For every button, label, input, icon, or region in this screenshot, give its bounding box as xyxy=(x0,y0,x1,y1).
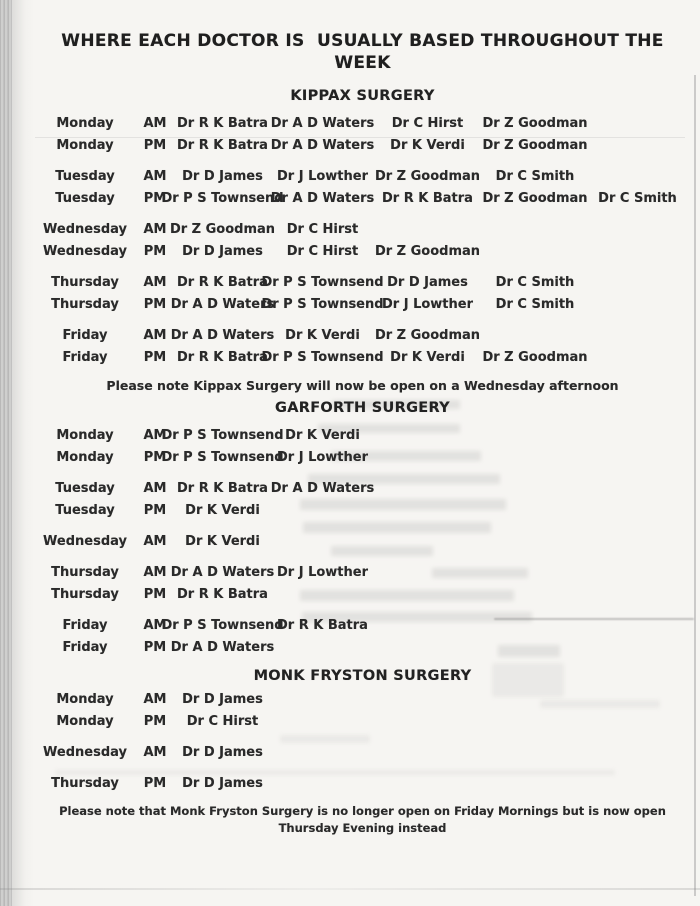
schedule-row xyxy=(35,741,690,763)
schedule-cell-session: AM xyxy=(143,744,167,760)
schedule-cell-session: PM xyxy=(143,243,167,259)
scan-line xyxy=(694,75,696,896)
schedule-cell-doctor: Dr R K Batra xyxy=(177,115,268,131)
schedule-cell-session: AM xyxy=(143,617,167,633)
schedule-cell-doctor: Dr C Smith xyxy=(495,168,575,184)
schedule-cell-session: AM xyxy=(143,168,167,184)
schedule-cell-doctor: Dr A D Waters xyxy=(170,296,275,312)
schedule-cell-doctor: Dr R K Batra xyxy=(277,617,368,633)
schedule-cell-day: Friday xyxy=(62,327,108,343)
schedule-row xyxy=(35,240,690,262)
schedule-cell-doctor: Dr D James xyxy=(182,744,263,760)
schedule-cell-day: Tuesday xyxy=(55,480,115,496)
schedule-row xyxy=(35,614,690,636)
schedule-cell-doctor: Dr J Lowther xyxy=(276,168,368,184)
footer-note: Please note that Monk Fryston Surgery is no longer open on Friday Mornings but is now open Thursday Evening instead xyxy=(59,804,666,835)
day-group xyxy=(35,424,690,468)
day-group xyxy=(35,218,690,262)
schedule-cell-doctor: Dr C Hirst xyxy=(286,221,359,237)
schedule-cell-doctor: Dr Z Goodman xyxy=(374,168,481,184)
schedule-cell-day: Thursday xyxy=(51,564,119,580)
schedule-row xyxy=(35,346,690,368)
schedule-cell-day: Thursday xyxy=(51,775,119,791)
day-group xyxy=(35,614,690,658)
schedule-cell-day: Monday xyxy=(56,713,114,729)
schedule-cell-day: Friday xyxy=(62,639,108,655)
schedule-cell-doctor: Dr A D Waters xyxy=(270,115,375,131)
schedule-cell-doctor: Dr A D Waters xyxy=(270,190,375,206)
schedule-cell-doctor: Dr C Smith xyxy=(598,190,677,206)
schedule-cell-doctor: Dr C Smith xyxy=(495,296,575,312)
schedule-cell-session: AM xyxy=(143,221,167,237)
schedule-cell-day: Monday xyxy=(56,115,114,131)
schedule-row xyxy=(35,688,690,710)
day-group xyxy=(35,271,690,315)
schedule-cell-session: AM xyxy=(143,691,167,707)
section-heading-garforth: GARFORTH SURGERY xyxy=(275,400,450,416)
schedule-row xyxy=(35,499,690,521)
schedule-cell-session: PM xyxy=(143,137,167,153)
schedule-cell-doctor: Dr P S Townsend xyxy=(161,449,284,465)
schedule-cell-doctor: Dr K Verdi xyxy=(390,137,465,153)
schedule-cell-doctor: Dr C Hirst xyxy=(391,115,464,131)
schedule-cell-day: Monday xyxy=(56,449,114,465)
schedule-cell-session: PM xyxy=(143,296,167,312)
schedule-cell-doctor: Dr D James xyxy=(182,243,263,259)
kippax-note: Please note Kippax Surgery will now be open on a Wednesday afternoon xyxy=(106,378,619,393)
schedule-cell-doctor: Dr J Lowther xyxy=(276,564,368,580)
section-garforth xyxy=(35,399,690,658)
schedule-cell-session: PM xyxy=(143,713,167,729)
schedule-row xyxy=(35,636,690,658)
schedule-cell-day: Tuesday xyxy=(55,502,115,518)
schedule-cell-doctor: Dr P S Townsend xyxy=(161,190,284,206)
schedule-cell-doctor: Dr R K Batra xyxy=(382,190,473,206)
schedule-cell-doctor: Dr K Verdi xyxy=(185,533,260,549)
schedule-cell-doctor: Dr Z Goodman xyxy=(482,349,588,365)
schedule-cell-doctor: Dr D James xyxy=(182,168,263,184)
schedule-cell-day: Wednesday xyxy=(43,221,127,237)
schedule-row xyxy=(35,112,690,134)
schedule-cell-doctor: Dr R K Batra xyxy=(177,349,268,365)
schedule-cell-doctor: Dr C Smith xyxy=(495,274,575,290)
schedule-row xyxy=(35,561,690,583)
schedule-cell-day: Monday xyxy=(56,427,114,443)
schedule-row xyxy=(35,583,690,605)
schedule-cell-doctor: Dr Z Goodman xyxy=(482,115,588,131)
schedule-cell-doctor: Dr A D Waters xyxy=(270,137,375,153)
schedule-cell-doctor: Dr D James xyxy=(182,775,263,791)
schedule-row xyxy=(35,424,690,446)
schedule-cell-doctor: Dr A D Waters xyxy=(170,639,275,655)
schedule-row xyxy=(35,530,690,552)
day-group xyxy=(35,741,690,763)
schedule-cell-session: AM xyxy=(143,327,167,343)
schedule-cell-session: AM xyxy=(143,427,167,443)
schedule-cell-doctor: Dr K Verdi xyxy=(185,502,260,518)
schedule-cell-session: PM xyxy=(143,639,167,655)
day-group xyxy=(35,561,690,605)
schedule-cell-doctor: Dr A D Waters xyxy=(170,564,275,580)
schedule-cell-doctor: Dr P S Townsend xyxy=(261,274,384,290)
schedule-cell-doctor: Dr P S Townsend xyxy=(161,617,284,633)
schedule-cell-session: PM xyxy=(143,775,167,791)
schedule-cell-doctor: Dr Z Goodman xyxy=(374,327,481,343)
schedule-row xyxy=(35,187,690,209)
day-group xyxy=(35,324,690,368)
schedule-cell-doctor: Dr P S Townsend xyxy=(161,427,284,443)
schedule-cell-doctor: Dr K Verdi xyxy=(390,349,465,365)
document-content xyxy=(35,30,690,837)
schedule-cell-day: Wednesday xyxy=(43,533,127,549)
schedule-row xyxy=(35,165,690,187)
day-group xyxy=(35,530,690,552)
schedule-cell-session: PM xyxy=(143,586,167,602)
schedule-cell-session: PM xyxy=(143,502,167,518)
schedule-cell-session: AM xyxy=(143,533,167,549)
schedule-cell-doctor: Dr D James xyxy=(182,691,263,707)
schedule-cell-session: AM xyxy=(143,115,167,131)
schedule-cell-day: Monday xyxy=(56,137,114,153)
schedule-cell-doctor: Dr P S Townsend xyxy=(261,296,384,312)
schedule-cell-doctor: Dr Z Goodman xyxy=(374,243,481,259)
schedule-cell-day: Tuesday xyxy=(55,190,115,206)
schedule-row xyxy=(35,324,690,346)
schedule-cell-doctor: Dr R K Batra xyxy=(177,586,268,602)
schedule-table-monk-fryston xyxy=(35,688,690,794)
day-group xyxy=(35,112,690,156)
schedule-cell-doctor: Dr A D Waters xyxy=(270,480,375,496)
schedule-cell-day: Friday xyxy=(62,349,108,365)
schedule-cell-doctor: Dr K Verdi xyxy=(285,427,360,443)
scan-edge-strip xyxy=(0,0,12,906)
schedule-cell-session: AM xyxy=(143,564,167,580)
schedule-cell-doctor: Dr K Verdi xyxy=(285,327,360,343)
schedule-row xyxy=(35,271,690,293)
schedule-cell-doctor: Dr Z Goodman xyxy=(482,137,588,153)
schedule-cell-doctor: Dr R K Batra xyxy=(177,274,268,290)
schedule-cell-doctor: Dr R K Batra xyxy=(177,137,268,153)
day-group xyxy=(35,688,690,732)
day-group xyxy=(35,772,690,794)
schedule-cell-doctor: Dr J Lowther xyxy=(276,449,368,465)
schedule-row xyxy=(35,446,690,468)
schedule-cell-session: AM xyxy=(143,274,167,290)
schedule-cell-day: Wednesday xyxy=(43,744,127,760)
schedule-cell-day: Thursday xyxy=(51,296,119,312)
schedule-cell-doctor: Dr C Hirst xyxy=(186,713,259,729)
schedule-cell-doctor: Dr Z Goodman xyxy=(482,190,588,206)
schedule-cell-session: PM xyxy=(143,349,167,365)
schedule-cell-doctor: Dr J Lowther xyxy=(381,296,473,312)
schedule-cell-session: PM xyxy=(143,190,167,206)
schedule-cell-day: Tuesday xyxy=(55,168,115,184)
schedule-cell-doctor: Dr A D Waters xyxy=(170,327,275,343)
schedule-row xyxy=(35,477,690,499)
schedule-table-kippax xyxy=(35,112,690,368)
section-kippax xyxy=(35,87,690,395)
schedule-row xyxy=(35,293,690,315)
schedule-cell-session: PM xyxy=(143,449,167,465)
paper-crease xyxy=(0,888,700,890)
schedule-cell-session: AM xyxy=(143,480,167,496)
schedule-cell-doctor: Dr Z Goodman xyxy=(169,221,276,237)
schedule-cell-day: Thursday xyxy=(51,274,119,290)
day-group xyxy=(35,477,690,521)
schedule-row xyxy=(35,772,690,794)
schedule-row xyxy=(35,134,690,156)
day-group xyxy=(35,165,690,209)
scan-edge-shadow xyxy=(12,0,34,906)
schedule-cell-doctor: Dr R K Batra xyxy=(177,480,268,496)
schedule-cell-doctor: Dr C Hirst xyxy=(286,243,359,259)
schedule-cell-day: Monday xyxy=(56,691,114,707)
section-heading-kippax: KIPPAX SURGERY xyxy=(290,88,435,104)
schedule-row xyxy=(35,218,690,240)
schedule-cell-day: Friday xyxy=(62,617,108,633)
schedule-cell-day: Wednesday xyxy=(43,243,127,259)
section-monk-fryston xyxy=(35,667,690,794)
schedule-cell-doctor: Dr P S Townsend xyxy=(261,349,384,365)
schedule-row xyxy=(35,710,690,732)
schedule-cell-doctor: Dr D James xyxy=(387,274,468,290)
schedule-table-garforth xyxy=(35,424,690,658)
schedule-cell-day: Thursday xyxy=(51,586,119,602)
section-heading-monk-fryston: MONK FRYSTON SURGERY xyxy=(253,668,472,684)
page-title: WHERE EACH DOCTOR IS USUALLY BASED THROUGHOUT THE WEEK xyxy=(61,31,670,73)
